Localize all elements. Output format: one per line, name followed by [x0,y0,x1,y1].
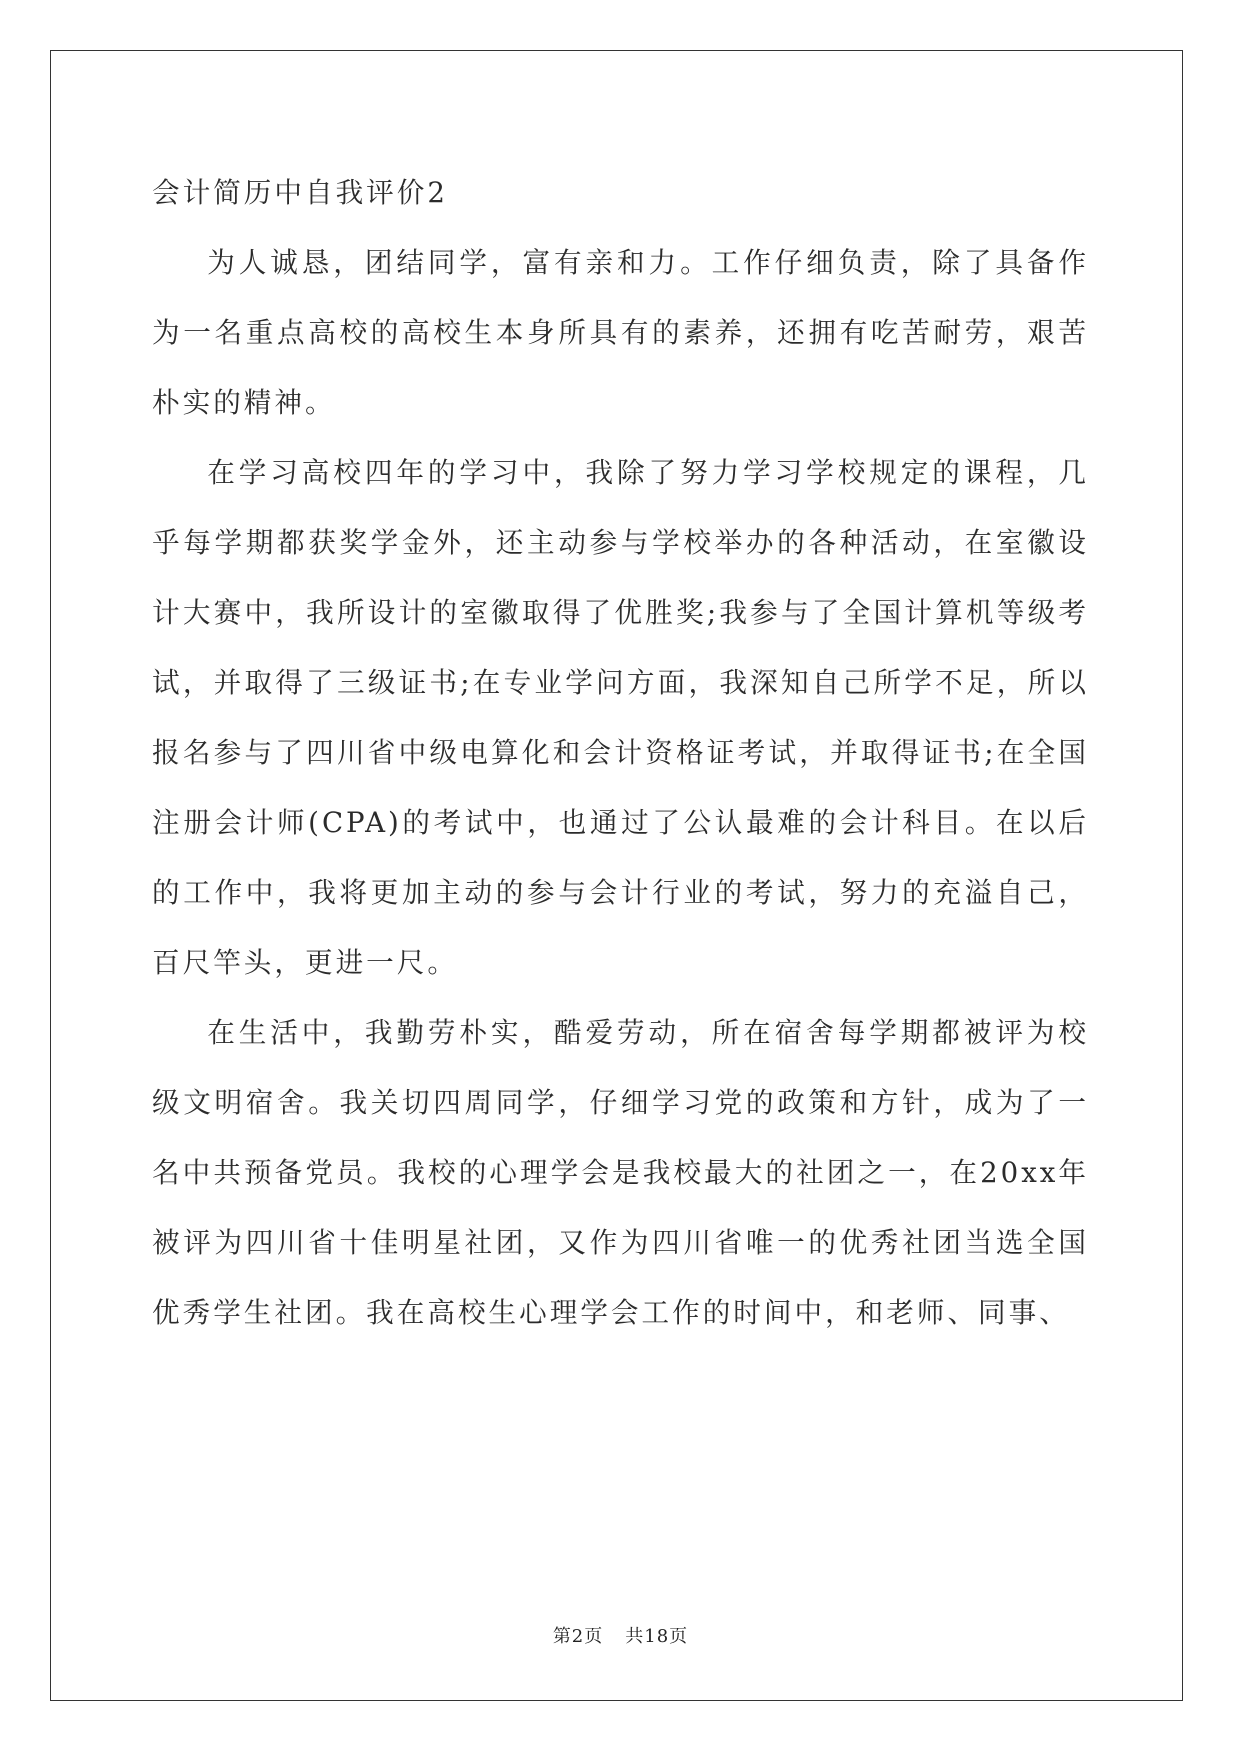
paragraph-1: 为人诚恳，团结同学，富有亲和力。工作仔细负责，除了具备作为一名重点高校的高校生本身所具有的素养，还拥有吃苦耐劳，艰苦朴实的精神。 [152,246,1089,419]
paragraph-2: 在学习高校四年的学习中，我除了努力学习学校规定的课程，几乎每学期都获奖学金外，还主动参与学校举办的各种活动，在室徽设计大赛中，我所设计的室徽取得了优胜奖;我参与了全国计算机等级考试，并取得了三级证书;在专业学问方面，我深知自己所学不足，所以报名参与了四川省中级电算化和会计资格证考试，并取得证书;在全国注册会计师(CPA)的考试中，也通过了公认最难的会计科目。在以后的工作中，我将更加主动的参与会计行业的考试，努力的充溢自己，百尺竿头，更进一尺。 [152,456,1089,979]
page-total: 共18页 [625,1626,689,1647]
page-number: 第2页 [552,1626,604,1647]
document-title: 会计简历中自我评价2 [152,176,448,209]
document-body [152,158,1089,1348]
page-footer [0,1622,1241,1648]
paragraph-3: 在生活中，我勤劳朴实，酷爱劳动，所在宿舍每学期都被评为校级文明宿舍。我关切四周同学，仔细学习党的政策和方针，成为了一名中共预备党员。我校的心理学会是我校最大的社团之一，在20xx年被评为四川省十佳明星社团，又作为四川省唯一的优秀社团当选全国优秀学生社团。我在高校生心理学会工作的时间中，和老师、同事、 [152,1016,1089,1329]
